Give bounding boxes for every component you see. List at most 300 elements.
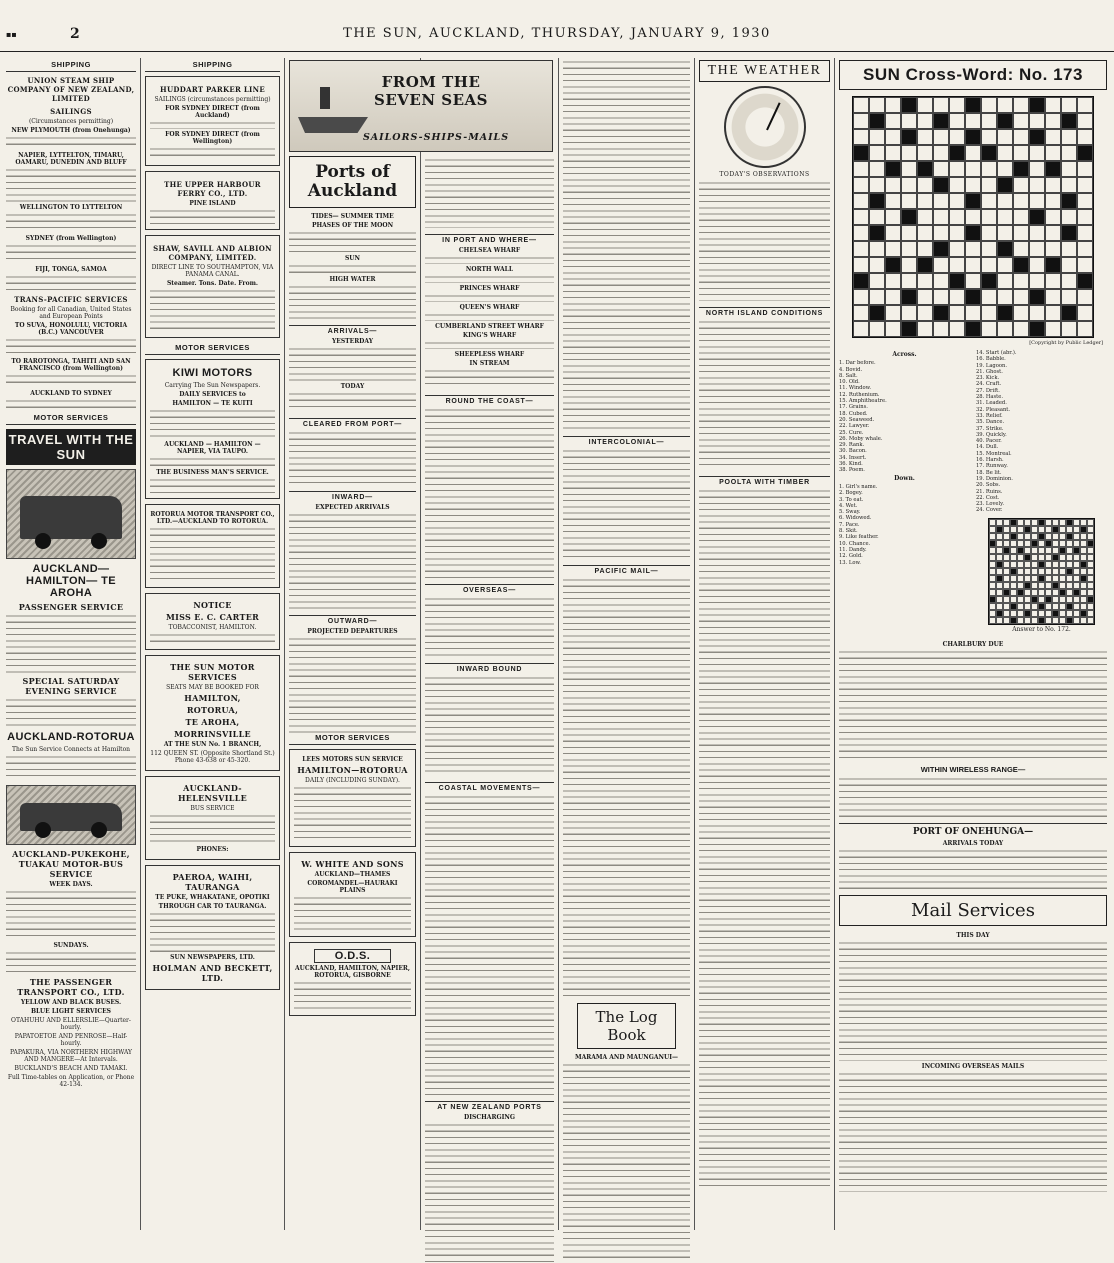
- clue-item: 34. Insert.: [839, 454, 867, 461]
- grid-cell[interactable]: [949, 225, 965, 241]
- grid-cell[interactable]: [1029, 145, 1045, 161]
- seats-line: SEATS MAY BE BOOKED FOR: [166, 684, 259, 691]
- clue-item: 24. Cover.: [976, 507, 1003, 514]
- grid-cell[interactable]: [1077, 241, 1093, 257]
- grid-cell[interactable]: [933, 273, 949, 289]
- grid-block: [1038, 533, 1045, 540]
- grid-cell[interactable]: [949, 321, 965, 337]
- grid-cell: [1017, 533, 1024, 540]
- grid-cell[interactable]: [869, 257, 885, 273]
- grid-cell: [1066, 582, 1073, 589]
- grid-cell[interactable]: [949, 305, 965, 321]
- grid-cell[interactable]: [885, 129, 901, 145]
- grid-cell[interactable]: [869, 97, 885, 113]
- down-heading: Down.: [894, 474, 915, 482]
- text-block: [6, 951, 136, 975]
- grid-cell[interactable]: [981, 161, 997, 177]
- grid-cell[interactable]: [981, 305, 997, 321]
- grid-cell[interactable]: [1013, 305, 1029, 321]
- grid-cell[interactable]: [1077, 161, 1093, 177]
- grid-cell[interactable]: [1061, 257, 1077, 273]
- grid-block: [933, 241, 949, 257]
- sailings-sub: (Circumstances permitting): [28, 118, 114, 125]
- grid-cell[interactable]: [997, 97, 1013, 113]
- hamilton-line: HAMILTON,: [184, 693, 241, 703]
- grid-cell[interactable]: [901, 273, 917, 289]
- grid-cell[interactable]: [933, 289, 949, 305]
- grid-cell[interactable]: [869, 321, 885, 337]
- grid-cell: [1052, 589, 1059, 596]
- grid-cell[interactable]: [965, 273, 981, 289]
- crossword-grid[interactable]: [852, 96, 1094, 338]
- ports-of-auckland: Ports of Auckland: [289, 156, 416, 208]
- clue-item: 12. Ruthenium.: [839, 391, 880, 398]
- grid-cell[interactable]: [981, 97, 997, 113]
- grid-cell[interactable]: [1061, 289, 1077, 305]
- grid-cell[interactable]: [901, 193, 917, 209]
- grid-cell[interactable]: [901, 113, 917, 129]
- sheepless-wharf: SHEEPLESS WHARF: [454, 351, 525, 358]
- passenger-transport: THE PASSENGER TRANSPORT CO., LTD.: [17, 977, 125, 997]
- grid-cell[interactable]: [965, 113, 981, 129]
- grid-cell[interactable]: [949, 129, 965, 145]
- grid-cell[interactable]: [933, 193, 949, 209]
- crossword-copyright: [Copyright by Public Ledger]: [1029, 340, 1103, 346]
- grid-cell[interactable]: [997, 289, 1013, 305]
- grid-cell[interactable]: [997, 161, 1013, 177]
- grid-cell[interactable]: [981, 177, 997, 193]
- grid-cell[interactable]: [949, 193, 965, 209]
- grid-cell[interactable]: [901, 161, 917, 177]
- grid-cell: [1052, 533, 1059, 540]
- grid-cell[interactable]: [933, 225, 949, 241]
- grid-cell[interactable]: [1045, 305, 1061, 321]
- grid-cell[interactable]: [917, 129, 933, 145]
- grid-cell: [1066, 540, 1073, 547]
- grid-cell[interactable]: [917, 193, 933, 209]
- grid-cell: [1031, 547, 1038, 554]
- grid-block: [1017, 589, 1024, 596]
- grid-cell[interactable]: [949, 209, 965, 225]
- grid-cell: [996, 554, 1003, 561]
- grid-block: [1073, 589, 1080, 596]
- grid-cell[interactable]: [885, 289, 901, 305]
- grid-cell: [1052, 561, 1059, 568]
- grid-cell[interactable]: [1029, 241, 1045, 257]
- te-puke: TE PUKE, WHAKATANE, OPOTIKI: [155, 894, 270, 901]
- grid-cell[interactable]: [1077, 225, 1093, 241]
- grid-cell[interactable]: [1077, 289, 1093, 305]
- grid-cell[interactable]: [1013, 129, 1029, 145]
- clue-item: 20. Seaweed.: [839, 416, 875, 423]
- grid-block: [1029, 209, 1045, 225]
- grid-cell[interactable]: [917, 305, 933, 321]
- grid-cell: [1024, 596, 1031, 603]
- otahuhu: OTAHUHU AND ELLERSLIE—Quarter-hourly.: [11, 1017, 131, 1031]
- grid-cell[interactable]: [853, 241, 869, 257]
- grid-cell[interactable]: [949, 161, 965, 177]
- grid-cell[interactable]: [997, 273, 1013, 289]
- grid-cell: [1080, 519, 1087, 526]
- grid-cell: [1017, 575, 1024, 582]
- grid-cell[interactable]: [869, 161, 885, 177]
- grid-cell[interactable]: [1061, 161, 1077, 177]
- grid-cell[interactable]: [965, 145, 981, 161]
- grid-block: [1003, 589, 1010, 596]
- grid-block: [933, 177, 949, 193]
- grid-cell: [1024, 540, 1031, 547]
- grid-cell[interactable]: [1045, 273, 1061, 289]
- grid-cell[interactable]: [853, 161, 869, 177]
- grid-cell[interactable]: [869, 289, 885, 305]
- grid-cell[interactable]: [981, 129, 997, 145]
- grid-cell: [1073, 617, 1080, 624]
- grid-cell[interactable]: [933, 209, 949, 225]
- grid-cell[interactable]: [965, 257, 981, 273]
- grid-block: [1029, 97, 1045, 113]
- grid-block: [1045, 596, 1052, 603]
- grid-cell: [1017, 554, 1024, 561]
- grid-cell[interactable]: [1045, 289, 1061, 305]
- grid-block: [1077, 273, 1093, 289]
- grid-cell[interactable]: [1029, 273, 1045, 289]
- grid-cell[interactable]: [853, 177, 869, 193]
- grid-cell[interactable]: [1061, 209, 1077, 225]
- grid-cell[interactable]: [853, 321, 869, 337]
- grid-cell[interactable]: [885, 97, 901, 113]
- column-shipping-2: [145, 60, 280, 1228]
- grid-cell[interactable]: [1013, 209, 1029, 225]
- grid-cell: [1080, 617, 1087, 624]
- grid-cell[interactable]: [917, 273, 933, 289]
- grid-cell[interactable]: [981, 289, 997, 305]
- grid-cell: [1059, 540, 1066, 547]
- grid-cell[interactable]: [1045, 129, 1061, 145]
- plymouth-heading: NEW PLYMOUTH (from Onehunga): [11, 127, 131, 134]
- grid-cell: [1059, 575, 1066, 582]
- grid-cell[interactable]: [1013, 97, 1029, 113]
- grid-cell[interactable]: [1077, 97, 1093, 113]
- north-wall: NORTH WALL: [465, 266, 514, 273]
- grid-cell[interactable]: [949, 177, 965, 193]
- grid-cell[interactable]: [1045, 241, 1061, 257]
- grid-cell[interactable]: [965, 177, 981, 193]
- grid-cell[interactable]: [1013, 113, 1029, 129]
- grid-cell: [1066, 596, 1073, 603]
- grid-cell[interactable]: [1045, 225, 1061, 241]
- grid-cell[interactable]: [1045, 145, 1061, 161]
- grid-cell[interactable]: [997, 145, 1013, 161]
- grid-block: [1024, 610, 1031, 617]
- clue-item: 1. Girl's name.: [839, 483, 878, 490]
- grid-cell[interactable]: [997, 257, 1013, 273]
- grid-cell[interactable]: [997, 129, 1013, 145]
- grid-cell[interactable]: [869, 209, 885, 225]
- clue-item: 17. Grains.: [839, 404, 868, 411]
- grid-cell[interactable]: [917, 289, 933, 305]
- grid-cell[interactable]: [1061, 177, 1077, 193]
- grid-block: [996, 610, 1003, 617]
- grid-cell[interactable]: [1029, 225, 1045, 241]
- grid-cell[interactable]: [885, 145, 901, 161]
- grid-cell[interactable]: [885, 241, 901, 257]
- queens-wharf: QUEEN'S WHARF: [459, 304, 520, 311]
- grid-cell: [1087, 526, 1094, 533]
- grid-cell: [1066, 610, 1073, 617]
- grid-cell[interactable]: [853, 113, 869, 129]
- column-port-news: [425, 158, 554, 1228]
- grid-cell[interactable]: [1077, 193, 1093, 209]
- grid-cell[interactable]: [853, 193, 869, 209]
- queen-st: 112 QUEEN ST. (Opposite Shortland St.) Phone 43-638 or 45-320.: [150, 750, 275, 764]
- grid-cell[interactable]: [1013, 177, 1029, 193]
- grid-cell[interactable]: [981, 113, 997, 129]
- grid-cell[interactable]: [869, 273, 885, 289]
- grid-block: [1052, 526, 1059, 533]
- shaw-savill-title: SHAW, SAVILL AND ALBION COMPANY, LIMITED.: [153, 244, 272, 262]
- grid-cell[interactable]: [901, 177, 917, 193]
- grid-block: [997, 305, 1013, 321]
- grid-cell[interactable]: [1045, 209, 1061, 225]
- grid-cell[interactable]: [917, 145, 933, 161]
- grid-cell[interactable]: [1013, 321, 1029, 337]
- grid-cell: [989, 568, 996, 575]
- discharging: DISCHARGING: [464, 1114, 515, 1121]
- grid-cell[interactable]: [853, 289, 869, 305]
- te-kuiti: HAMILTON — TE KUITI: [172, 400, 253, 407]
- grid-cell[interactable]: [949, 97, 965, 113]
- grid-cell: [1080, 533, 1087, 540]
- clue-item: 25. Cure.: [839, 429, 864, 436]
- crossword-title: SUN Cross-Word: No. 173: [839, 60, 1107, 90]
- saturday-service: SPECIAL SATURDAY EVENING SERVICE: [22, 676, 120, 696]
- grid-cell[interactable]: [1077, 113, 1093, 129]
- grid-block: [1087, 596, 1094, 603]
- clue-item: 15. Amphitheatre.: [839, 398, 887, 405]
- grid-cell: [1017, 603, 1024, 610]
- grid-cell[interactable]: [885, 225, 901, 241]
- grid-cell[interactable]: [853, 305, 869, 321]
- grid-cell[interactable]: [917, 113, 933, 129]
- grid-block: [1010, 617, 1017, 624]
- grid-cell[interactable]: [869, 177, 885, 193]
- grid-cell[interactable]: [965, 305, 981, 321]
- grid-cell[interactable]: [981, 193, 997, 209]
- grid-cell[interactable]: [1061, 145, 1077, 161]
- grid-cell[interactable]: [885, 209, 901, 225]
- grid-cell[interactable]: [1013, 193, 1029, 209]
- grid-cell[interactable]: [885, 113, 901, 129]
- high-water: HIGH WATER: [329, 276, 376, 283]
- grid-cell[interactable]: [997, 193, 1013, 209]
- grid-cell[interactable]: [901, 305, 917, 321]
- grid-cell[interactable]: [1029, 177, 1045, 193]
- grid-cell: [1087, 547, 1094, 554]
- grid-cell[interactable]: [1045, 177, 1061, 193]
- grid-cell: [1024, 575, 1031, 582]
- grid-cell[interactable]: [1077, 321, 1093, 337]
- sun-newspapers: SUN NEWSPAPERS, LTD.: [170, 954, 255, 961]
- grid-cell[interactable]: [901, 145, 917, 161]
- grid-cell: [1003, 617, 1010, 624]
- grid-block: [1010, 603, 1017, 610]
- grid-cell[interactable]: [949, 241, 965, 257]
- grid-cell: [1024, 603, 1031, 610]
- grid-block: [1010, 533, 1017, 540]
- grid-cell[interactable]: [1061, 97, 1077, 113]
- grid-cell[interactable]: [901, 257, 917, 273]
- grid-cell[interactable]: [853, 257, 869, 273]
- answer-grid: [988, 518, 1095, 625]
- yellow-black: YELLOW AND BLACK BUSES.: [20, 999, 122, 1006]
- grid-cell[interactable]: [965, 161, 981, 177]
- grid-cell[interactable]: [885, 177, 901, 193]
- grid-cell[interactable]: [1029, 305, 1045, 321]
- grid-cell[interactable]: [1045, 193, 1061, 209]
- grid-cell[interactable]: [1077, 177, 1093, 193]
- grid-block: [1038, 561, 1045, 568]
- grid-cell[interactable]: [1029, 257, 1045, 273]
- grid-cell[interactable]: [997, 209, 1013, 225]
- grid-cell: [1052, 596, 1059, 603]
- grid-block: [1061, 193, 1077, 209]
- grid-cell[interactable]: [1045, 113, 1061, 129]
- grid-block: [901, 129, 917, 145]
- grid-cell[interactable]: [981, 321, 997, 337]
- grid-cell[interactable]: [1013, 225, 1029, 241]
- grid-cell: [1003, 526, 1010, 533]
- grid-cell[interactable]: [965, 209, 981, 225]
- grid-cell[interactable]: [1013, 241, 1029, 257]
- grid-cell[interactable]: [1029, 161, 1045, 177]
- grid-cell: [1045, 603, 1052, 610]
- grid-cell[interactable]: [1077, 209, 1093, 225]
- grid-cell[interactable]: [949, 257, 965, 273]
- grid-block: [997, 113, 1013, 129]
- grid-cell[interactable]: [933, 97, 949, 113]
- grid-block: [1010, 519, 1017, 526]
- rotorua-ad: AUCKLAND-ROTORUA: [7, 731, 135, 743]
- grid-cell[interactable]: [933, 257, 949, 273]
- grid-cell[interactable]: [981, 241, 997, 257]
- grid-cell[interactable]: [997, 225, 1013, 241]
- grid-cell[interactable]: [1077, 129, 1093, 145]
- grid-cell[interactable]: [1013, 273, 1029, 289]
- grid-cell[interactable]: [853, 129, 869, 145]
- clue-item: 17. Runway.: [976, 463, 1008, 470]
- down-clues-continued: [976, 444, 1107, 513]
- grid-cell[interactable]: [949, 113, 965, 129]
- grid-cell: [1080, 568, 1087, 575]
- grid-cell[interactable]: [965, 241, 981, 257]
- grid-cell[interactable]: [917, 177, 933, 193]
- grid-cell[interactable]: [933, 161, 949, 177]
- grid-cell: [1045, 533, 1052, 540]
- grid-cell[interactable]: [933, 321, 949, 337]
- grid-cell[interactable]: [885, 193, 901, 209]
- grid-cell: [1038, 547, 1045, 554]
- grid-cell[interactable]: [917, 97, 933, 113]
- grid-cell[interactable]: [901, 225, 917, 241]
- hamilton-rotorua: HAMILTON—ROTORUA: [297, 765, 408, 775]
- grid-cell[interactable]: [917, 209, 933, 225]
- grid-cell[interactable]: [917, 241, 933, 257]
- incoming-mails: INCOMING OVERSEAS MAILS: [921, 1063, 1025, 1071]
- grid-cell[interactable]: [917, 321, 933, 337]
- grid-cell[interactable]: [933, 145, 949, 161]
- grid-cell[interactable]: [949, 289, 965, 305]
- grid-cell[interactable]: [1013, 145, 1029, 161]
- clue-item: 24. Craft.: [976, 381, 1002, 388]
- grid-cell[interactable]: [1061, 321, 1077, 337]
- grid-cell[interactable]: [1029, 113, 1045, 129]
- clue-item: 38. Poem.: [839, 467, 865, 474]
- grid-cell[interactable]: [981, 257, 997, 273]
- at-nz-ports: AT NEW ZEALAND PORTS: [425, 1101, 554, 1111]
- grid-block: [965, 129, 981, 145]
- trans-pacific-heading: TRANS-PACIFIC SERVICES: [14, 295, 128, 304]
- grid-block: [1013, 161, 1029, 177]
- grid-cell[interactable]: [885, 273, 901, 289]
- grid-cell: [1073, 610, 1080, 617]
- grid-cell[interactable]: [885, 321, 901, 337]
- grid-cell[interactable]: [917, 225, 933, 241]
- grid-cell: [1031, 526, 1038, 533]
- grid-cell: [1052, 540, 1059, 547]
- grid-cell[interactable]: [853, 209, 869, 225]
- grid-cell[interactable]: [853, 97, 869, 113]
- grid-cell[interactable]: [853, 225, 869, 241]
- grid-cell: [1087, 582, 1094, 589]
- grid-cell[interactable]: [933, 129, 949, 145]
- grid-cell[interactable]: [869, 241, 885, 257]
- grid-cell: [1052, 617, 1059, 624]
- grid-block: [1087, 540, 1094, 547]
- grid-cell[interactable]: [1029, 193, 1045, 209]
- grid-cell: [1024, 617, 1031, 624]
- grid-cell[interactable]: [981, 225, 997, 241]
- grid-cell[interactable]: [997, 321, 1013, 337]
- grid-cell[interactable]: [1013, 289, 1029, 305]
- grid-cell[interactable]: [1061, 129, 1077, 145]
- section-heading: SHIPPING: [6, 60, 136, 72]
- grid-cell[interactable]: [869, 129, 885, 145]
- page-number: 2: [70, 26, 80, 42]
- grid-cell[interactable]: [1077, 257, 1093, 273]
- clue-item: 19. Lagoon.: [976, 362, 1007, 369]
- grid-cell[interactable]: [1045, 321, 1061, 337]
- grid-cell[interactable]: [981, 209, 997, 225]
- grid-cell: [1080, 596, 1087, 603]
- grid-cell[interactable]: [1045, 97, 1061, 113]
- grid-block: [901, 97, 917, 113]
- grid-cell[interactable]: [885, 305, 901, 321]
- grid-cell[interactable]: [901, 241, 917, 257]
- grid-cell[interactable]: [1061, 273, 1077, 289]
- grid-block: [1066, 603, 1073, 610]
- grid-block: [1024, 526, 1031, 533]
- grid-cell: [1010, 575, 1017, 582]
- grid-cell[interactable]: [1077, 305, 1093, 321]
- grid-cell[interactable]: [869, 145, 885, 161]
- grid-block: [965, 321, 981, 337]
- clue-item: 20. Sobs.: [976, 482, 1001, 489]
- grid-cell[interactable]: [1061, 241, 1077, 257]
- grid-cell: [1017, 610, 1024, 617]
- grid-cell: [1059, 554, 1066, 561]
- grid-block: [933, 305, 949, 321]
- clue-item: 3. To eat.: [839, 496, 864, 503]
